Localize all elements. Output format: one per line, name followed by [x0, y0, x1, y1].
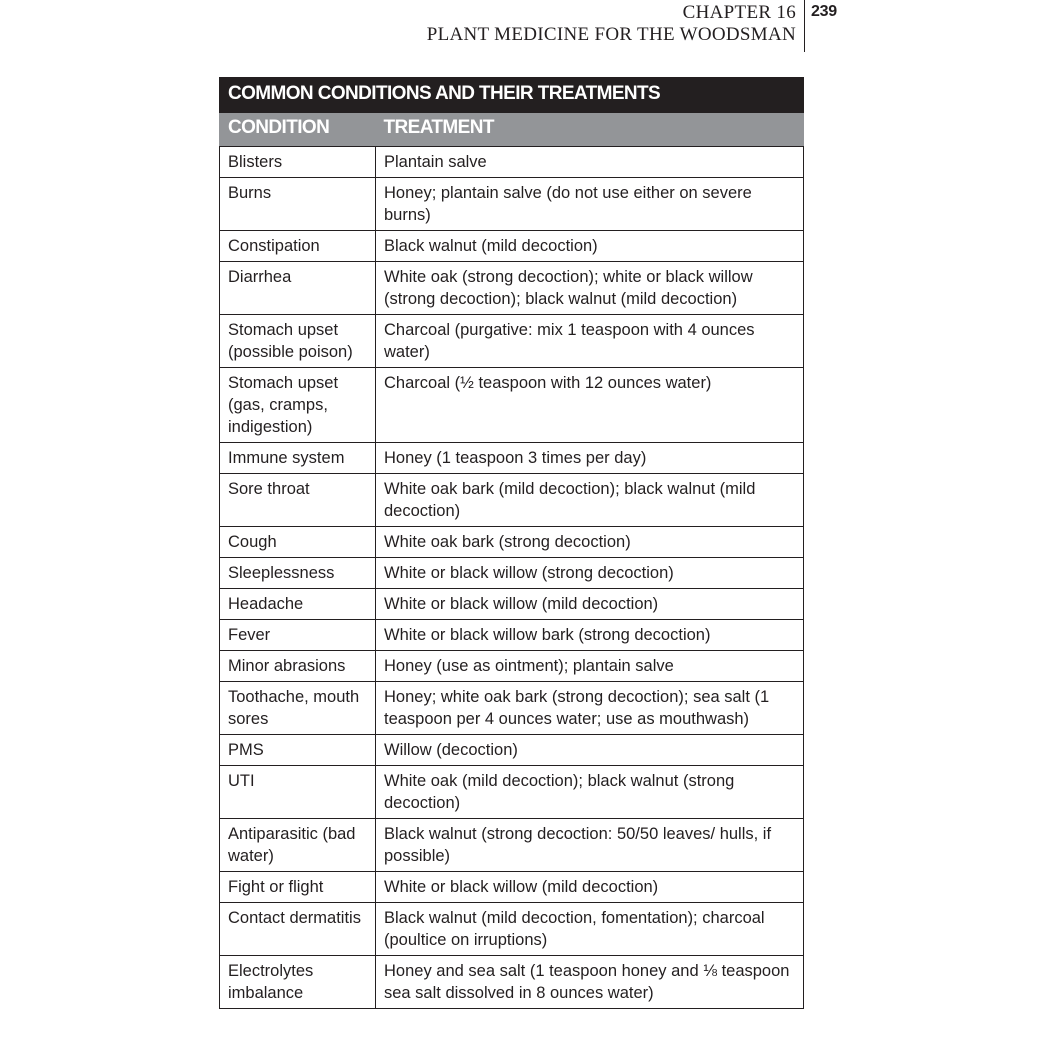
- table-row: [220, 262, 804, 315]
- treatment-cell: White or black willow (mild decoction): [376, 872, 804, 903]
- table-row: [220, 956, 804, 1009]
- treatment-cell: Honey and sea salt (1 teaspoon honey and ⅛ teaspoon sea salt dissolved in 8 ounces water): [376, 956, 804, 1009]
- table-row: [220, 735, 804, 766]
- condition-cell: Stomach upset (gas, cramps, indigestion): [220, 368, 376, 443]
- treatment-cell: White oak bark (mild decoction); black walnut (mild decoction): [376, 474, 804, 527]
- condition-cell: Toothache, mouth sores: [220, 682, 376, 735]
- chapter-number: CHAPTER 16: [682, 2, 796, 23]
- treatment-cell: Willow (decoction): [376, 735, 804, 766]
- treatment-cell: Plantain salve: [376, 147, 804, 178]
- column-header-condition: CONDITION: [220, 113, 376, 147]
- treatment-cell: White or black willow (strong decoction): [376, 558, 804, 589]
- running-head: [427, 2, 796, 46]
- treatment-cell: White or black willow (mild decoction): [376, 589, 804, 620]
- condition-cell: Stomach upset (possible poison): [220, 315, 376, 368]
- treatment-cell: Black walnut (strong decoction: 50/50 leaves/ hulls, if possible): [376, 819, 804, 872]
- condition-cell: Constipation: [220, 231, 376, 262]
- treatment-cell: Charcoal (purgative: mix 1 teaspoon with 4 ounces water): [376, 315, 804, 368]
- treatment-cell: White oak (strong decoction); white or black willow (strong decoction); black walnut (mild decoction): [376, 262, 804, 315]
- table-row: [220, 147, 804, 178]
- table-row: [220, 589, 804, 620]
- table-row: [220, 903, 804, 956]
- condition-cell: Antiparasitic (bad water): [220, 819, 376, 872]
- condition-cell: Sore throat: [220, 474, 376, 527]
- condition-cell: Burns: [220, 178, 376, 231]
- table-row: [220, 315, 804, 368]
- table-row: [220, 651, 804, 682]
- condition-cell: Contact dermatitis: [220, 903, 376, 956]
- treatment-cell: Charcoal (½ teaspoon with 12 ounces water): [376, 368, 804, 443]
- table-row: [220, 178, 804, 231]
- condition-cell: Cough: [220, 527, 376, 558]
- conditions-table: [219, 77, 804, 1009]
- table-row: [220, 443, 804, 474]
- condition-cell: Immune system: [220, 443, 376, 474]
- treatment-cell: White oak (mild decoction); black walnut (strong decoction): [376, 766, 804, 819]
- table-row: [220, 819, 804, 872]
- table-row: [220, 474, 804, 527]
- table-row: [220, 368, 804, 443]
- condition-cell: Sleeplessness: [220, 558, 376, 589]
- table-title-row: [220, 78, 804, 113]
- table-row: [220, 231, 804, 262]
- condition-cell: PMS: [220, 735, 376, 766]
- table-row: [220, 766, 804, 819]
- page-number: 239: [811, 3, 837, 20]
- table-row: [220, 682, 804, 735]
- table-row: [220, 527, 804, 558]
- treatment-cell: Honey; plantain salve (do not use either on severe burns): [376, 178, 804, 231]
- treatment-cell: Honey (use as ointment); plantain salve: [376, 651, 804, 682]
- chapter-title: PLANT MEDICINE FOR THE WOODSMAN: [426, 24, 796, 45]
- condition-cell: Minor abrasions: [220, 651, 376, 682]
- condition-cell: Blisters: [220, 147, 376, 178]
- treatment-cell: White or black willow bark (strong decoction): [376, 620, 804, 651]
- treatment-cell: Honey (1 teaspoon 3 times per day): [376, 443, 804, 474]
- column-header-treatment: TREATMENT: [376, 113, 804, 147]
- page-header: [0, 0, 1050, 52]
- condition-cell: Electrolytes imbalance: [220, 956, 376, 1009]
- condition-cell: Fight or flight: [220, 872, 376, 903]
- table-row: [220, 558, 804, 589]
- table-row: [220, 872, 804, 903]
- condition-cell: Diarrhea: [220, 262, 376, 315]
- treatment-cell: Black walnut (mild decoction, fomentation); charcoal (poultice on irruptions): [376, 903, 804, 956]
- treatment-cell: Black walnut (mild decoction): [376, 231, 804, 262]
- table-title: COMMON CONDITIONS AND THEIR TREATMENTS: [220, 78, 804, 113]
- treatment-cell: White oak bark (strong decoction): [376, 527, 804, 558]
- condition-cell: Fever: [220, 620, 376, 651]
- header-divider: [804, 0, 805, 52]
- table-header-row: [220, 113, 804, 147]
- condition-cell: Headache: [220, 589, 376, 620]
- condition-cell: UTI: [220, 766, 376, 819]
- treatment-cell: Honey; white oak bark (strong decoction); sea salt (1 teaspoon per 4 ounces water; use as mouthwash): [376, 682, 804, 735]
- table-row: [220, 620, 804, 651]
